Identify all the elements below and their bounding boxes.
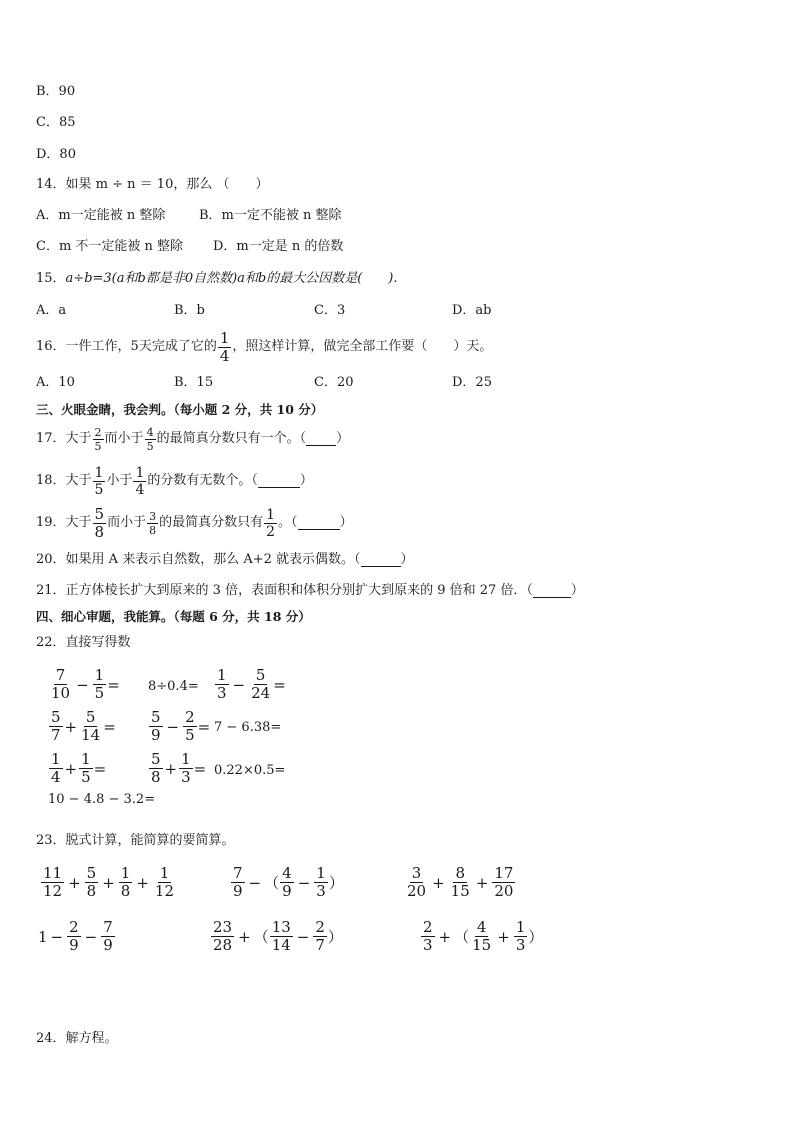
q17-pre: 17．大于 bbox=[36, 431, 92, 446]
fraction bbox=[280, 866, 294, 899]
operator: + bbox=[64, 759, 78, 778]
frac-den: 5 bbox=[146, 439, 154, 453]
frac-num: 2 bbox=[185, 708, 195, 726]
operator: + bbox=[102, 873, 115, 892]
frac-den: 3 bbox=[515, 936, 526, 954]
operator: + bbox=[438, 927, 452, 946]
frac-num: 5 bbox=[51, 708, 61, 726]
frac-den: 28 bbox=[213, 936, 233, 954]
frac-num: 5 bbox=[151, 750, 161, 768]
fraction bbox=[449, 866, 472, 899]
fraction bbox=[79, 752, 93, 785]
operator: − bbox=[232, 675, 246, 694]
q15-option-a: A．a bbox=[36, 303, 67, 318]
frac-num: 3 bbox=[149, 509, 157, 523]
operator: + bbox=[497, 927, 510, 946]
frac-num: 23 bbox=[213, 918, 233, 936]
frac-den: 8 bbox=[86, 882, 97, 900]
q18-pre: 18．大于 bbox=[36, 473, 92, 488]
frac-num: 1 bbox=[159, 864, 170, 882]
frac-den: 14 bbox=[81, 726, 101, 744]
right-paren: ） bbox=[528, 928, 544, 946]
q22-r2c1 bbox=[48, 710, 116, 743]
frac-num: 3 bbox=[411, 864, 422, 882]
frac-num: 4 bbox=[476, 918, 487, 936]
frac-num: 5 bbox=[94, 504, 105, 523]
q15-option-c: C．3 bbox=[314, 303, 346, 318]
q18-frac2 bbox=[133, 466, 146, 497]
q23-expr4 bbox=[38, 920, 116, 953]
frac-num: 5 bbox=[86, 864, 97, 882]
fraction bbox=[49, 752, 63, 785]
fraction bbox=[249, 668, 272, 701]
q16-option-d: D．25 bbox=[452, 375, 492, 390]
frac-den: 7 bbox=[315, 936, 325, 954]
answer-blank[interactable] bbox=[533, 585, 571, 598]
frac-den: 24 bbox=[251, 684, 271, 702]
frac-den: 8 bbox=[151, 768, 161, 786]
q13-option-c: C．85 bbox=[36, 115, 76, 130]
operator: − bbox=[76, 675, 89, 694]
q22-r3c2 bbox=[148, 752, 206, 785]
q22-r1c2 bbox=[148, 679, 199, 694]
frac-num: 7 bbox=[103, 918, 113, 936]
equals: = bbox=[103, 717, 116, 736]
frac-den: 4 bbox=[219, 346, 230, 365]
q18 bbox=[36, 461, 313, 501]
operator: − bbox=[297, 873, 311, 892]
equals: = bbox=[107, 675, 120, 694]
frac-num: 2 bbox=[423, 918, 433, 936]
equals: = bbox=[193, 759, 207, 778]
frac-den: 9 bbox=[151, 726, 161, 744]
frac-den: 15 bbox=[472, 936, 492, 954]
fraction bbox=[149, 710, 163, 743]
q19-mid: 而小于 bbox=[107, 515, 147, 530]
fraction bbox=[79, 710, 102, 743]
operator: − bbox=[84, 927, 98, 946]
q19-end: ） bbox=[339, 515, 353, 530]
frac-den: 3 bbox=[423, 936, 433, 954]
answer-blank[interactable] bbox=[298, 517, 340, 530]
q14-option-d: D．m一定是 n 的倍数 bbox=[213, 239, 344, 254]
q16-fraction bbox=[218, 328, 232, 365]
frac-num: 1 bbox=[51, 750, 61, 768]
expr: 8÷0.4= bbox=[148, 679, 199, 694]
fraction bbox=[514, 920, 528, 953]
q20-text: 20．如果用 A 来表示自然数，那么 A+2 就表示偶数。（ bbox=[36, 552, 361, 567]
q13-option-b: B．90 bbox=[36, 84, 76, 99]
q15-options bbox=[36, 302, 492, 320]
frac-den: 5 bbox=[94, 684, 105, 702]
lead-number: 1 bbox=[38, 927, 48, 946]
operator: − bbox=[248, 873, 262, 892]
q23-title: 23．脱式计算，能简算的要简算。 bbox=[36, 833, 235, 848]
fraction bbox=[231, 866, 245, 899]
q15-expression: a÷b=3(a和b都是非0自然数)a和b的最大公因数是( ). bbox=[65, 271, 398, 286]
frac-den: 5 bbox=[94, 439, 102, 453]
q22-r3c1 bbox=[48, 752, 106, 785]
q17-post: 的最简真分数只有一个。（ bbox=[156, 431, 307, 446]
q14-options-row1 bbox=[36, 207, 342, 225]
frac-num: 2 bbox=[94, 425, 102, 439]
fraction bbox=[405, 866, 428, 899]
expr: 0.22×0.5= bbox=[214, 763, 286, 778]
q17 bbox=[36, 421, 349, 457]
q23-expr2 bbox=[230, 866, 344, 899]
q15-option-d: D．ab bbox=[452, 303, 492, 318]
fraction bbox=[93, 668, 107, 701]
fraction bbox=[85, 866, 99, 899]
fraction bbox=[492, 866, 515, 899]
q15-number: 15． bbox=[36, 271, 66, 286]
frac-num: 1 bbox=[515, 918, 526, 936]
frac-den: 5 bbox=[185, 726, 195, 744]
q18-mid: 小于 bbox=[106, 473, 133, 488]
q18-post: 的分数有无数个。（ bbox=[147, 473, 258, 488]
frac-num: 1 bbox=[316, 864, 326, 882]
expr: 10 − 4.8 − 3.2= bbox=[48, 792, 156, 807]
frac-num: 13 bbox=[271, 918, 291, 936]
frac-den: 12 bbox=[43, 882, 63, 900]
frac-den: 3 bbox=[181, 768, 191, 786]
frac-num: 2 bbox=[69, 918, 79, 936]
frac-num: 5 bbox=[255, 666, 266, 684]
operator: + bbox=[136, 873, 149, 892]
frac-num: 1 bbox=[120, 864, 131, 882]
q19-frac1 bbox=[93, 504, 107, 541]
fraction bbox=[149, 752, 163, 785]
frac-den: 8 bbox=[149, 523, 157, 537]
q22-r2c2 bbox=[148, 710, 210, 743]
section3-title: 三、火眼金睛，我会判。（每小题 2 分，共 10 分） bbox=[36, 402, 324, 417]
frac-num: 1 bbox=[219, 328, 230, 347]
q16-option-c: C．20 bbox=[314, 375, 354, 390]
frac-num: 7 bbox=[233, 864, 243, 882]
frac-num: 8 bbox=[455, 864, 465, 882]
frac-den: 10 bbox=[51, 684, 71, 702]
q14-options-row2 bbox=[36, 238, 343, 256]
frac-num: 2 bbox=[315, 918, 325, 936]
q16-stem bbox=[36, 327, 492, 367]
q19-frac2 bbox=[147, 511, 158, 536]
q17-end: ） bbox=[336, 431, 350, 446]
q17-frac2 bbox=[145, 427, 156, 452]
q24-title: 24．解方程。 bbox=[36, 1031, 118, 1046]
operator: + bbox=[64, 717, 78, 736]
fraction bbox=[119, 866, 133, 899]
frac-num: 1 bbox=[135, 464, 145, 481]
frac-den: 5 bbox=[81, 768, 91, 786]
frac-den: 7 bbox=[51, 726, 61, 744]
section4-title: 四、细心审题，我能算。（每题 6 分，共 18 分） bbox=[36, 609, 311, 624]
q14-stem: 14．如果 m ÷ n ＝ 10，那么 （ ） bbox=[36, 177, 269, 192]
q14-option-b: B．m一定不能被 n 整除 bbox=[199, 208, 342, 223]
frac-den: 9 bbox=[103, 936, 113, 954]
fraction bbox=[313, 920, 327, 953]
frac-den: 8 bbox=[94, 522, 105, 541]
left-paren: （ bbox=[253, 928, 269, 946]
q19-post2: 。（ bbox=[278, 515, 298, 530]
q16-pre: 16．一件工作，5天完成了它的 bbox=[36, 339, 217, 354]
q22-r1c3 bbox=[214, 668, 286, 701]
fraction bbox=[49, 710, 63, 743]
operator: + bbox=[164, 759, 178, 778]
q23-expr1 bbox=[40, 866, 177, 899]
q17-frac1 bbox=[93, 427, 104, 452]
right-paren: ） bbox=[327, 928, 343, 946]
frac-num: 5 bbox=[151, 708, 161, 726]
fraction bbox=[421, 920, 435, 953]
frac-den: 8 bbox=[120, 882, 131, 900]
left-paren: （ bbox=[454, 928, 470, 946]
q18-end: ） bbox=[299, 473, 313, 488]
q23-expr6 bbox=[420, 920, 543, 953]
equals: = bbox=[93, 759, 107, 778]
fraction bbox=[179, 752, 193, 785]
q16-option-b: B．15 bbox=[174, 375, 214, 390]
frac-num: 5 bbox=[85, 708, 96, 726]
fraction bbox=[270, 920, 293, 953]
q19 bbox=[36, 503, 353, 543]
operator: + bbox=[475, 873, 489, 892]
frac-num: 1 bbox=[94, 464, 104, 481]
fraction bbox=[183, 710, 197, 743]
q22-r3c3 bbox=[214, 763, 285, 778]
answer-blank[interactable] bbox=[258, 475, 300, 488]
operator: + bbox=[238, 927, 251, 946]
frac-den: 5 bbox=[94, 481, 104, 498]
equals: = bbox=[273, 675, 286, 694]
fraction bbox=[215, 668, 229, 701]
q21 bbox=[36, 582, 584, 600]
frac-den: 9 bbox=[69, 936, 79, 954]
fraction bbox=[470, 920, 493, 953]
q23-expr5 bbox=[210, 920, 343, 953]
q19-post: 的最简真分数只有 bbox=[159, 515, 264, 530]
frac-den: 12 bbox=[154, 882, 175, 900]
q13-option-d: D．80 bbox=[36, 147, 76, 162]
q14-option-a: A．m一定能被 n 整除 bbox=[36, 208, 166, 223]
frac-num: 17 bbox=[494, 864, 514, 882]
q21-text: 21．正方体棱长扩大到原来的 3 倍，表面积和体积分别扩大到原来的 9 倍和 27 倍．（ bbox=[36, 583, 533, 598]
frac-den: 20 bbox=[407, 882, 427, 900]
q23-expr3 bbox=[404, 866, 516, 899]
frac-den: 20 bbox=[494, 882, 514, 900]
frac-den: 9 bbox=[233, 882, 243, 900]
frac-den: 4 bbox=[135, 481, 145, 498]
q22-r2c3 bbox=[214, 720, 281, 735]
frac-num: 1 bbox=[181, 750, 191, 768]
q14-option-c: C．m 不一定能被 n 整除 bbox=[36, 239, 184, 254]
fraction bbox=[101, 920, 115, 953]
operator: − bbox=[50, 927, 64, 946]
frac-den: 2 bbox=[266, 523, 276, 540]
q16-options bbox=[36, 374, 492, 392]
frac-den: 9 bbox=[282, 882, 292, 900]
q22-title: 22．直接写得数 bbox=[36, 635, 131, 650]
frac-den: 14 bbox=[271, 936, 291, 954]
fraction bbox=[49, 668, 72, 701]
q22-r1c1 bbox=[48, 668, 120, 701]
equals: = bbox=[197, 717, 211, 736]
fraction bbox=[67, 920, 81, 953]
frac-den: 4 bbox=[51, 768, 61, 786]
fraction bbox=[41, 866, 64, 899]
q20 bbox=[36, 551, 414, 569]
operator: + bbox=[432, 873, 445, 892]
frac-num: 4 bbox=[146, 425, 154, 439]
q18-frac1 bbox=[93, 466, 106, 497]
operator: − bbox=[166, 717, 180, 736]
q19-pre: 19．大于 bbox=[36, 515, 92, 530]
frac-den: 15 bbox=[450, 882, 470, 900]
fraction bbox=[153, 866, 176, 899]
frac-num: 1 bbox=[266, 506, 276, 523]
expr: 7 − 6.38= bbox=[214, 720, 282, 735]
q15-option-b: B．b bbox=[174, 303, 205, 318]
q22-r4c1 bbox=[48, 792, 155, 807]
q20-end: ） bbox=[400, 552, 414, 567]
frac-num: 4 bbox=[282, 864, 292, 882]
answer-blank[interactable] bbox=[306, 433, 336, 446]
left-paren: （ bbox=[264, 874, 280, 892]
fraction bbox=[211, 920, 234, 953]
frac-num: 1 bbox=[81, 750, 91, 768]
q17-mid: 而小于 bbox=[104, 431, 144, 446]
operator: + bbox=[68, 873, 81, 892]
operator: − bbox=[296, 927, 310, 946]
q16-post: ，照这样计算，做完全部工作要（ ）天。 bbox=[232, 339, 493, 354]
frac-den: 3 bbox=[217, 684, 227, 702]
frac-den: 3 bbox=[316, 882, 326, 900]
frac-num: 1 bbox=[217, 666, 227, 684]
q16-option-a: A．10 bbox=[36, 375, 75, 390]
answer-blank[interactable] bbox=[361, 554, 401, 567]
q15-stem bbox=[36, 270, 398, 288]
fraction bbox=[314, 866, 328, 899]
q19-frac3 bbox=[264, 508, 277, 539]
frac-num: 1 bbox=[94, 666, 105, 684]
right-paren: ） bbox=[328, 874, 344, 892]
frac-num: 7 bbox=[55, 666, 66, 684]
frac-num: 11 bbox=[43, 864, 63, 882]
q21-end: ） bbox=[570, 583, 584, 598]
